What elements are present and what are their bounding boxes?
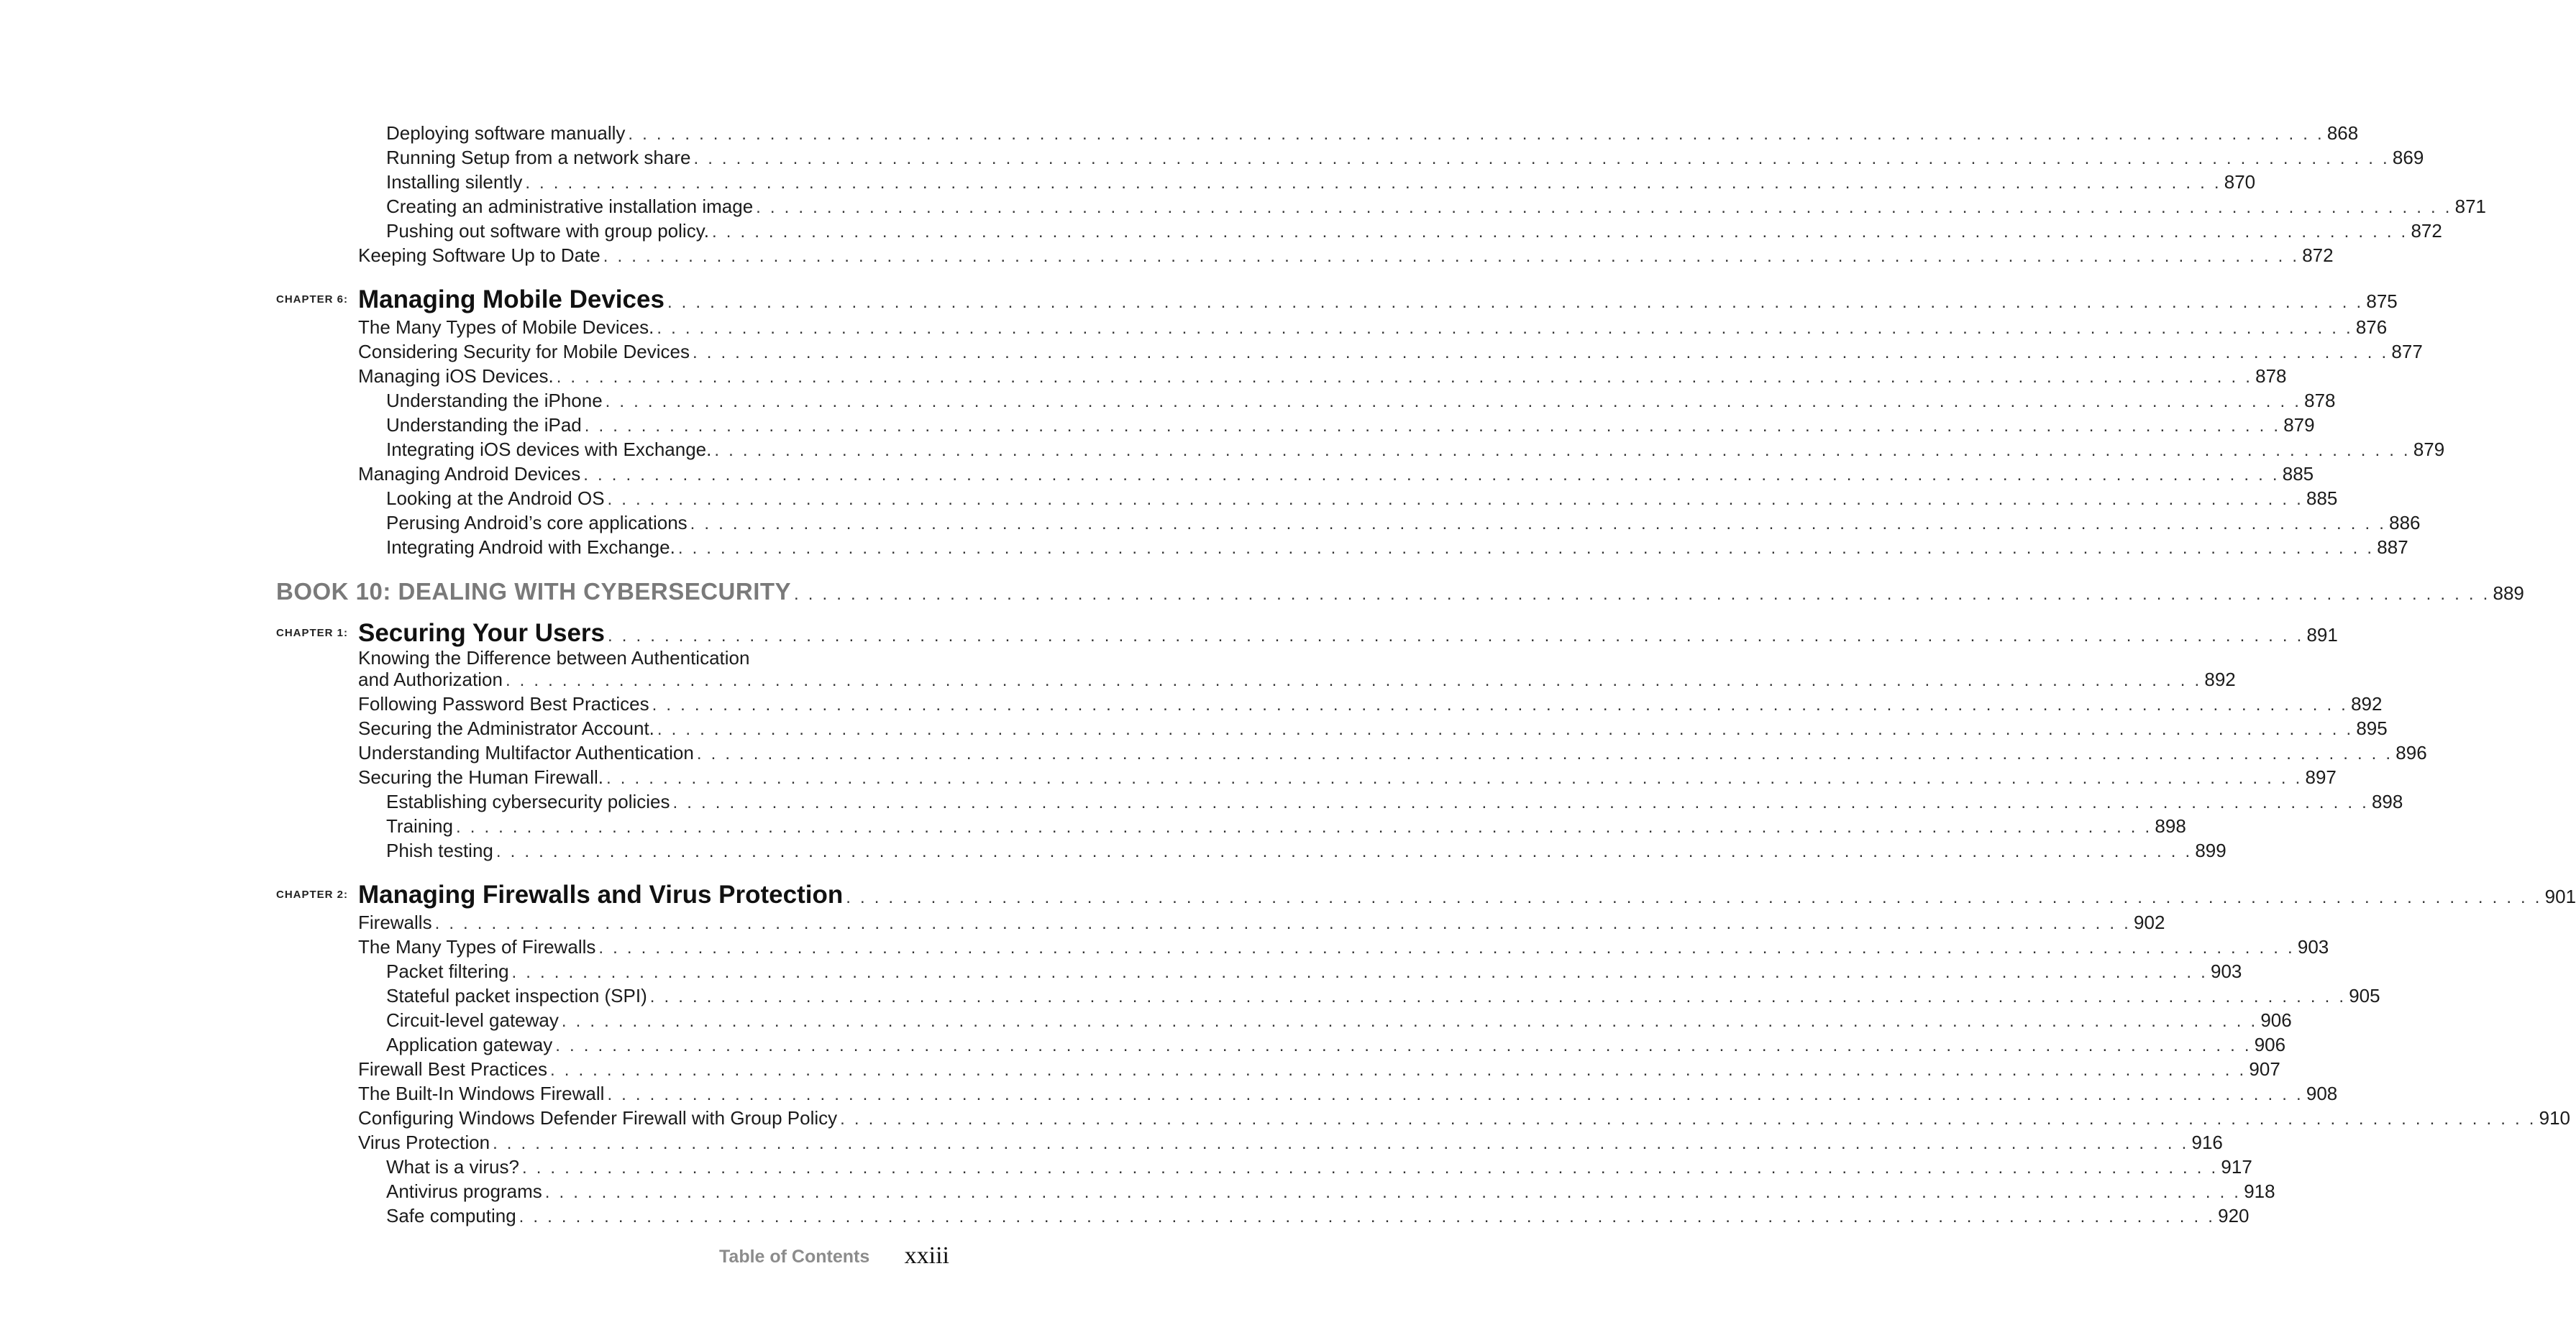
page-number: xxiii (904, 1242, 949, 1269)
entry-title: Stateful packet inspection (SPI) (386, 985, 647, 1006)
entry-title: Managing Firewalls and Virus Protection (358, 881, 844, 909)
entry-page-number: 908 (2306, 1083, 2338, 1104)
toc-section-entry (358, 243, 2334, 267)
toc-subsection-entry (386, 535, 2408, 559)
entry-title: Pushing out software with group policy. (386, 220, 709, 242)
dot-leader: . . . . . . . . . . . . . . . . . . . . . . . . . . . . . . . . . . . . . . . . . . . . . . . . . . . . . . . . . . . . . . . . . . . . . . . . . . . . . . . . . . . . . . . . . . . . . . . . . . . . . . . . . . . . . . . . . . . . . . . . (598, 938, 2295, 958)
toc-subsection-entry (386, 1032, 2286, 1057)
entry-page-number: 871 (2454, 196, 2486, 217)
entry-page-number: 910 (2539, 1107, 2571, 1129)
entry-title: Understanding the iPhone (386, 390, 603, 411)
entry-title: Securing Your Users (358, 619, 605, 647)
dot-leader: . . . . . . . . . . . . . . . . . . . . . . . . . . . . . . . . . . . . . . . . . . . . . . . . . . . . . . . . . . . . . . . . . . . . . . . . . . . . . . . . . . . . . . . . . . . . . . . . . . . . . . . . . . . . . . . . . . . . . . . . (696, 744, 2393, 763)
entry-title: Running Setup from a network share (386, 147, 691, 168)
toc-section-entry (358, 364, 2287, 388)
entry-page-number: 898 (2155, 815, 2186, 837)
chapter-label: CHAPTER 2: (276, 889, 349, 901)
entry-title: Understanding Multifactor Authentication (358, 742, 694, 763)
running-footer-title: Table of Contents (719, 1247, 870, 1267)
toc-subsection-entry (386, 219, 2442, 243)
entry-title: The Many Types of Mobile Devices. (358, 316, 654, 338)
entry-title: Perusing Android’s core applications (386, 512, 688, 533)
dot-leader: . . . . . . . . . . . . . . . . . . . . . . . . . . . . . . . . . . . . . . . . . . . . . . . . . . . . . . . . . . . . . . . . . . . . . . . . . . . . . . . . . . . . . . . . . . . . . . . . . . . . . . . . . . . . . . . . . . . . . . . . (505, 671, 2202, 690)
entry-page-number: 872 (2411, 220, 2442, 242)
dot-leader: . . . . . . . . . . . . . . . . . . . . . . . . . . . . . . . . . . . . . . . . . . . . . . . . . . . . . . . . . . . . . . . . . . . . . . . . . . . . . . . . . . . . . . . . . . . . . . . . . . . . . . . . . . . . . . . . . . . . . . . . (608, 626, 2304, 646)
toc-section-entry (358, 740, 2427, 765)
entry-title: Phish testing (386, 840, 493, 861)
entry-title: Establishing cybersecurity policies (386, 791, 670, 812)
dot-leader: . . . . . . . . . . . . . . . . . . . . . . . . . . . . . . . . . . . . . . . . . . . . . . . . . . . . . . . . . . . . . . . . . . . . . . . . . . . . . . . . . . . . . . . . . . . . . . . . . . . . . . . . . . . . . . . . . . . . . . . . (714, 441, 2411, 460)
dot-leader: . . . . . . . . . . . . . . . . . . . . . . . . . . . . . . . . . . . . . . . . . . . . . . . . . . . . . . . . . . . . . . . . . . . . . . . . . . . . . . . . . . . . . . . . . . . . . . . . . . . . . . . . . . . . . . . . . . . . . . . . (756, 198, 2452, 217)
toc-section-entry (358, 692, 2383, 716)
entry-page-number: 869 (2392, 147, 2424, 168)
entry-page-number: 906 (2260, 1009, 2292, 1031)
dot-leader: . . . . . . . . . . . . . . . . . . . . . . . . . . . . . . . . . . . . . . . . . . . . . . . . . . . . . . . . . . . . . . . . . . . . . . . . . . . . . . . . . . . . . . . . . . . . . . . . . . . . . . . . . . . . . . . . . . . . . . . . (525, 173, 2221, 193)
entry-page-number: 916 (2191, 1132, 2223, 1153)
entry-title: Managing Android Devices (358, 463, 581, 485)
dot-leader: . . . . . . . . . . . . . . . . . . . . . . . . . . . . . . . . . . . . . . . . . . . . . . . . . . . . . . . . . . . . . . . . . . . . . . . . . . . . . . . . . . . . . . . . . . . . . . . . . . . . . . . . . . . . . . . . . . . . . . . . (556, 367, 2253, 387)
entry-page-number: 917 (2221, 1156, 2252, 1178)
toc-section-entry (358, 1130, 2223, 1155)
toc-section-entry (358, 765, 2337, 789)
entry-page-number: 879 (2413, 439, 2445, 460)
toc-section-entry (358, 935, 2329, 959)
entry-title: The Built-In Windows Firewall (358, 1083, 605, 1104)
entry-page-number: 885 (2306, 487, 2338, 509)
entry-page-number: 892 (2351, 693, 2383, 715)
entry-title: Circuit-level gateway (386, 1009, 559, 1031)
entry-page-number: 877 (2391, 341, 2423, 362)
dot-leader: . . . . . . . . . . . . . . . . . . . . . . . . . . . . . . . . . . . . . . . . . . . . . . . . . . . . . . . . . . . . . . . . . . . . . . . . . . . . . . . . . . . . . . . . . . . . . . . . . . . . . . . . . . . . . . . . . . . . . . . . (455, 817, 2152, 837)
entry-title: Managing iOS Devices. (358, 365, 554, 387)
toc-chapter-entry (276, 879, 2576, 912)
chapter-label: CHAPTER 6: (276, 293, 349, 306)
entry-page-number: 887 (2377, 536, 2408, 558)
entry-title: Configuring Windows Defender Firewall with Group Policy (358, 1107, 838, 1129)
entry-page-number: 875 (2366, 290, 2398, 312)
dot-leader: . . . . . . . . . . . . . . . . . . . . . . . . . . . . . . . . . . . . . . . . . . . . . . . . . . . . . . . . . . . . . . . . . . . . . . . . . . . . . . . . . . . . . . . . . . . . . . . . . . . . . . . . . . . . . . . . . . . . . . . . (493, 1134, 2189, 1153)
toc-subsection-entry (386, 121, 2359, 145)
entry-title: Looking at the Android OS (386, 487, 605, 509)
entry-title: Creating an administrative installation image (386, 196, 754, 217)
entry-title: Securing the Human Firewall. (358, 766, 604, 788)
entry-page-number: 895 (2356, 717, 2388, 739)
entry-title: What is a virus? (386, 1156, 519, 1178)
toc-section-entry (358, 910, 2165, 935)
entry-title: Training (386, 815, 453, 837)
dot-leader: . . . . . . . . . . . . . . . . . . . . . . . . . . . . . . . . . . . . . . . . . . . . . . . . . . . . . . . . . . . . . . . . . . . . . . . . . . . . . . . . . . . . . . . . . . . . . . . . . . . . . . . . . . . . . . . . . . . . . . . . (606, 769, 2303, 788)
entry-title: Firewall Best Practices (358, 1058, 547, 1080)
toc-subsection-entry (386, 814, 2186, 838)
toc-subsection-entry (386, 789, 2403, 814)
dot-leader: . . . . . . . . . . . . . . . . . . . . . . . . . . . . . . . . . . . . . . . . . . . . . . . . . . . . . . . . . . . . . . . . . . . . . . . . . . . . . . . . . . . . . . . . . . . . . . . . . . . . . . . . . . . . . . . . . . . . . . . . (794, 584, 2490, 604)
entry-title: Deploying software manually (386, 122, 626, 144)
entry-title: Safe computing (386, 1205, 516, 1226)
toc-section-entry (358, 1106, 2571, 1130)
toc-subsection-entry (386, 1203, 2250, 1228)
dot-leader: . . . . . . . . . . . . . . . . . . . . . . . . . . . . . . . . . . . . . . . . . . . . . . . . . . . . . . . . . . . . . . . . . . . . . . . . . . . . . . . . . . . . . . . . . . . . . . . . . . . . . . . . . . . . . . . . . . . . . . . . (690, 514, 2387, 533)
entry-page-number: 905 (2349, 985, 2380, 1006)
dot-leader: . . . . . . . . . . . . . . . . . . . . . . . . . . . . . . . . . . . . . . . . . . . . . . . . . . . . . . . . . . . . . . . . . . . . . . . . . . . . . . . . . . . . . . . . . . . . . . . . . . . . . . . . . . . . . . . . . . . . . . . . (603, 247, 2300, 266)
dot-leader: . . . . . . . . . . . . . . . . . . . . . . . . . . . . . . . . . . . . . . . . . . . . . . . . . . . . . . . . . . . . . . . . . . . . . . . . . . . . . . . . . . . . . . . . . . . . . . . . . . . . . . . . . . . . . . . . . . . . . . . . (607, 490, 2303, 509)
entry-page-number: 906 (2254, 1034, 2286, 1055)
entry-page-number: 896 (2395, 742, 2427, 763)
dot-leader: . . . . . . . . . . . . . . . . . . . . . . . . . . . . . . . . . . . . . . . . . . . . . . . . . . . . . . . . . . . . . . . . . . . . . . . . . . . . . . . . . . . . . . . . . . . . . . . . . . . . . . . . . . . . . . . . . . . . . . . . (511, 963, 2208, 982)
entry-page-number: 868 (2326, 122, 2359, 144)
toc-subsection-entry (386, 413, 2315, 437)
entry-page-number: 903 (2210, 960, 2242, 982)
entry-title: Keeping Software Up to Date (358, 244, 600, 266)
entry-title: Antivirus programs (386, 1180, 542, 1202)
dot-leader: . . . . . . . . . . . . . . . . . . . . . . . . . . . . . . . . . . . . . . . . . . . . . . . . . . . . . . . . . . . . . . . . . . . . . . . . . . . . . . . . . . . . . . . . . . . . . . . . . . . . . . . . . . . . . . . . . . . . . . . . (584, 416, 2281, 436)
toc-section-entry (358, 1057, 2280, 1081)
toc-subsection-entry (386, 838, 2226, 863)
toc-chapter-entry (276, 283, 2398, 316)
entry-page-number: 892 (2204, 669, 2236, 690)
entry-title: Virus Protection (358, 1132, 490, 1153)
dot-leader: . . . . . . . . . . . . . . . . . . . . . . . . . . . . . . . . . . . . . . . . . . . . . . . . . . . . . . . . . . . . . . . . . . . . . . . . . . . . . . . . . . . . . . . . . . . . . . . . . . . . . . . . . . . . . . . . . . . . . . . . (561, 1012, 2258, 1031)
toc-section-entry (358, 647, 2236, 692)
entry-title: Installing silently (386, 171, 523, 193)
entry-page-number: 878 (2304, 390, 2336, 411)
dot-leader: . . . . . . . . . . . . . . . . . . . . . . . . . . . . . . . . . . . . . . . . . . . . . . . . . . . . . . . . . . . . . . . . . . . . . . . . . . . . . . . . . . . . . . . . . . . . . . . . . . . . . . . . . . . . . . . . . . . . . . . . (846, 888, 2542, 907)
toc-book-entry (276, 575, 2524, 608)
dot-leader: . . . . . . . . . . . . . . . . . . . . . . . . . . . . . . . . . . . . . . . . . . . . . . . . . . . . . . . . . . . . . . . . . . . . . . . . . . . . . . . . . . . . . . . . . . . . . . . . . . . . . . . . . . . . . . . . . . . . . . . . (692, 343, 2389, 362)
entry-title: Integrating Android with Exchange. (386, 536, 675, 558)
toc-section-entry (358, 716, 2388, 740)
toc-subsection-entry (386, 1155, 2252, 1179)
entry-page-number: 898 (2371, 791, 2403, 812)
dot-leader: . . . . . . . . . . . . . . . . . . . . . . . . . . . . . . . . . . . . . . . . . . . . . . . . . . . . . . . . . . . . . . . . . . . . . . . . . . . . . . . . . . . . . . . . . . . . . . . . . . . . . . . . . . . . . . . . . . . . . . . . (495, 842, 2193, 861)
toc-subsection-entry (386, 1179, 2275, 1203)
entry-title: Considering Security for Mobile Devices (358, 341, 690, 362)
toc-subsection-entry (386, 510, 2421, 535)
entry-page-number: 885 (2282, 463, 2314, 485)
entry-page-number: 891 (2306, 624, 2338, 646)
entry-title: Securing the Administrator Account. (358, 717, 654, 739)
toc-subsection-entry (386, 145, 2424, 170)
dot-leader: . . . . . . . . . . . . . . . . . . . . . . . . . . . . . . . . . . . . . . . . . . . . . . . . . . . . . . . . . . . . . . . . . . . . . . . . . . . . . . . . . . . . . . . . . . . . . . . . . . . . . . . . . . . . . . . . . . . . . . . . (544, 1183, 2242, 1202)
entry-page-number: 918 (2244, 1180, 2275, 1202)
dot-leader: . . . . . . . . . . . . . . . . . . . . . . . . . . . . . . . . . . . . . . . . . . . . . . . . . . . . . . . . . . . . . . . . . . . . . . . . . . . . . . . . . . . . . . . . . . . . . . . . . . . . . . . . . . . . . . . . . . . . . . . . (652, 695, 2349, 715)
entry-title: Firewalls (358, 912, 432, 933)
toc-subsection-entry (386, 959, 2242, 983)
entry-title: Integrating iOS devices with Exchange. (386, 439, 712, 460)
entry-page-number: 889 (2493, 582, 2524, 604)
dot-leader: . . . . . . . . . . . . . . . . . . . . . . . . . . . . . . . . . . . . . . . . . . . . . . . . . . . . . . . . . . . . . . . . . . . . . . . . . . . . . . . . . . . . . . . . . . . . . . . . . . . . . . . . . . . . . . . . . . . . . . . . (649, 987, 2347, 1006)
dot-leader: . . . . . . . . . . . . . . . . . . . . . . . . . . . . . . . . . . . . . . . . . . . . . . . . . . . . . . . . . . . . . . . . . . . . . . . . . . . . . . . . . . . . . . . . . . . . . . . . . . . . . . . . . . . . . . . . . . . . . . . . (628, 124, 2324, 144)
toc-chapter-entry (276, 617, 2338, 650)
toc-section-entry (358, 1081, 2338, 1106)
toc-subsection-entry (386, 170, 2256, 194)
entry-page-number: 876 (2355, 316, 2388, 338)
entry-page-number: 870 (2224, 171, 2256, 193)
dot-leader: . . . . . . . . . . . . . . . . . . . . . . . . . . . . . . . . . . . . . . . . . . . . . . . . . . . . . . . . . . . . . . . . . . . . . . . . . . . . . . . . . . . . . . . . . . . . . . . . . . . . . . . . . . . . . . . . . . . . . . . . (657, 318, 2353, 338)
entry-page-number: 878 (2255, 365, 2287, 387)
chapter-label: CHAPTER 1: (276, 627, 349, 639)
entry-page-number: 897 (2305, 766, 2337, 788)
toc-section-entry (358, 462, 2314, 486)
entry-page-number: 872 (2302, 244, 2334, 266)
entry-title-first-line: Knowing the Difference between Authentication (358, 647, 750, 669)
dot-leader: . . . . . . . . . . . . . . . . . . . . . . . . . . . . . . . . . . . . . . . . . . . . . . . . . . . . . . . . . . . . . . . . . . . . . . . . . . . . . . . . . . . . . . . . . . . . . . . . . . . . . . . . . . . . . . . . . . . . . . . . (607, 1085, 2303, 1104)
dot-leader: . . . . . . . . . . . . . . . . . . . . . . . . . . . . . . . . . . . . . . . . . . . . . . . . . . . . . . . . . . . . . . . . . . . . . . . . . . . . . . . . . . . . . . . . . . . . . . . . . . . . . . . . . . . . . . . . . . . . . . . . (840, 1109, 2536, 1129)
entry-page-number: 901 (2544, 886, 2576, 907)
entry-title: Understanding the iPad (386, 414, 582, 436)
dot-leader: . . . . . . . . . . . . . . . . . . . . . . . . . . . . . . . . . . . . . . . . . . . . . . . . . . . . . . . . . . . . . . . . . . . . . . . . . . . . . . . . . . . . . . . . . . . . . . . . . . . . . . . . . . . . . . . . . . . . . . . . (657, 720, 2354, 739)
entry-page-number: 902 (2134, 912, 2165, 933)
dot-leader: . . . . . . . . . . . . . . . . . . . . . . . . . . . . . . . . . . . . . . . . . . . . . . . . . . . . . . . . . . . . . . . . . . . . . . . . . . . . . . . . . . . . . . . . . . . . . . . . . . . . . . . . . . . . . . . . . . . . . . . . (434, 914, 2132, 933)
toc-subsection-entry (386, 194, 2486, 219)
entry-title: Application gateway (386, 1034, 553, 1055)
dot-leader: . . . . . . . . . . . . . . . . . . . . . . . . . . . . . . . . . . . . . . . . . . . . . . . . . . . . . . . . . . . . . . . . . . . . . . . . . . . . . . . . . . . . . . . . . . . . . . . . . . . . . . . . . . . . . . . . . . . . . . . . (677, 538, 2375, 558)
dot-leader: . . . . . . . . . . . . . . . . . . . . . . . . . . . . . . . . . . . . . . . . . . . . . . . . . . . . . . . . . . . . . . . . . . . . . . . . . . . . . . . . . . . . . . . . . . . . . . . . . . . . . . . . . . . . . . . . . . . . . . . . (667, 293, 2364, 312)
entry-page-number: 899 (2195, 840, 2226, 861)
toc-subsection-entry (386, 388, 2336, 413)
toc-subsection-entry (386, 437, 2445, 462)
entry-title: Packet filtering (386, 960, 509, 982)
entry-title: and Authorization (358, 669, 503, 690)
dot-leader: . . . . . . . . . . . . . . . . . . . . . . . . . . . . . . . . . . . . . . . . . . . . . . . . . . . . . . . . . . . . . . . . . . . . . . . . . . . . . . . . . . . . . . . . . . . . . . . . . . . . . . . . . . . . . . . . . . . . . . . . (605, 392, 2302, 411)
entry-page-number: 920 (2218, 1205, 2250, 1226)
toc-subsection-entry (386, 983, 2380, 1008)
toc-subsection-entry (386, 486, 2338, 510)
entry-title: Managing Mobile Devices (358, 285, 664, 313)
dot-leader: . . . . . . . . . . . . . . . . . . . . . . . . . . . . . . . . . . . . . . . . . . . . . . . . . . . . . . . . . . . . . . . . . . . . . . . . . . . . . . . . . . . . . . . . . . . . . . . . . . . . . . . . . . . . . . . . . . . . . . . . (555, 1036, 2252, 1055)
entry-page-number: 907 (2249, 1058, 2280, 1080)
dot-leader: . . . . . . . . . . . . . . . . . . . . . . . . . . . . . . . . . . . . . . . . . . . . . . . . . . . . . . . . . . . . . . . . . . . . . . . . . . . . . . . . . . . . . . . . . . . . . . . . . . . . . . . . . . . . . . . . . . . . . . . . (693, 149, 2390, 168)
dot-leader: . . . . . . . . . . . . . . . . . . . . . . . . . . . . . . . . . . . . . . . . . . . . . . . . . . . . . . . . . . . . . . . . . . . . . . . . . . . . . . . . . . . . . . . . . . . . . . . . . . . . . . . . . . . . . . . . . . . . . . . . (672, 793, 2369, 812)
page-footer (719, 1242, 949, 1271)
dot-leader: . . . . . . . . . . . . . . . . . . . . . . . . . . . . . . . . . . . . . . . . . . . . . . . . . . . . . . . . . . . . . . . . . . . . . . . . . . . . . . . . . . . . . . . . . . . . . . . . . . . . . . . . . . . . . . . . . . . . . . . . (519, 1207, 2216, 1226)
entry-title: Following Password Best Practices (358, 693, 649, 715)
dot-leader: . . . . . . . . . . . . . . . . . . . . . . . . . . . . . . . . . . . . . . . . . . . . . . . . . . . . . . . . . . . . . . . . . . . . . . . . . . . . . . . . . . . . . . . . . . . . . . . . . . . . . . . . . . . . . . . . . . . . . . . . (583, 465, 2280, 485)
toc-section-entry (358, 339, 2423, 364)
toc-subsection-entry (386, 1008, 2292, 1032)
entry-page-number: 903 (2297, 936, 2329, 958)
dot-leader: . . . . . . . . . . . . . . . . . . . . . . . . . . . . . . . . . . . . . . . . . . . . . . . . . . . . . . . . . . . . . . . . . . . . . . . . . . . . . . . . . . . . . . . . . . . . . . . . . . . . . . . . . . . . . . . . . . . . . . . . (549, 1060, 2247, 1080)
entry-page-number: 879 (2283, 414, 2315, 436)
dot-leader: . . . . . . . . . . . . . . . . . . . . . . . . . . . . . . . . . . . . . . . . . . . . . . . . . . . . . . . . . . . . . . . . . . . . . . . . . . . . . . . . . . . . . . . . . . . . . . . . . . . . . . . . . . . . . . . . . . . . . . . . (711, 222, 2408, 242)
entry-page-number: 886 (2389, 512, 2421, 533)
toc-section-entry (358, 315, 2388, 339)
dot-leader: . . . . . . . . . . . . . . . . . . . . . . . . . . . . . . . . . . . . . . . . . . . . . . . . . . . . . . . . . . . . . . . . . . . . . . . . . . . . . . . . . . . . . . . . . . . . . . . . . . . . . . . . . . . . . . . . . . . . . . . . (521, 1158, 2219, 1178)
entry-title: BOOK 10: DEALING WITH CYBERSECURITY (276, 578, 792, 605)
entry-title: The Many Types of Firewalls (358, 936, 596, 958)
